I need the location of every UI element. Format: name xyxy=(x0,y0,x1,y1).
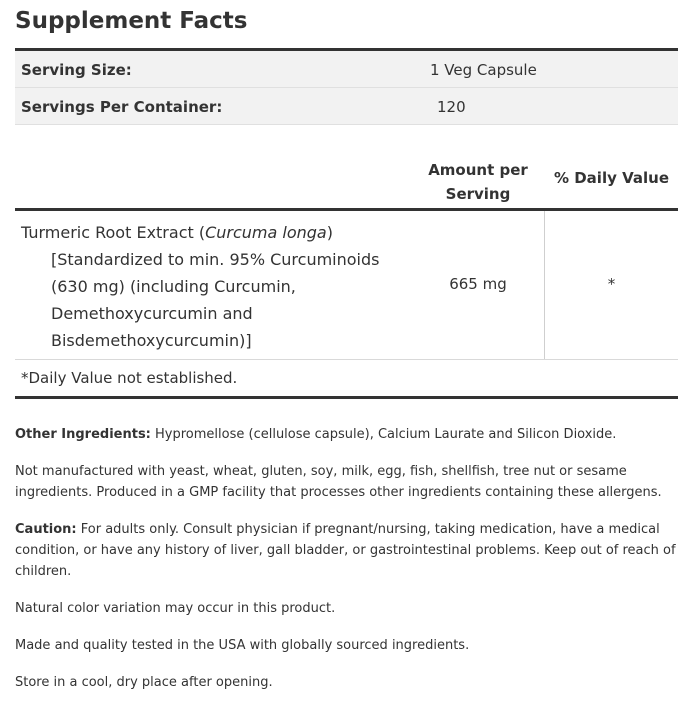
daily-value-header: % Daily Value xyxy=(553,169,669,187)
other-ingredients-text: Hypromellose (cellulose capsule), Calcium Laurate and Silicon Dioxide. xyxy=(150,427,617,442)
servings-per-container-value: 120 xyxy=(437,98,466,116)
servings-per-container-label: Servings Per Container: xyxy=(21,98,223,116)
other-ingredients-label: Other Ingredients: xyxy=(15,427,151,442)
ingredient-detail: [Standardized to min. 95% Curcuminoids (630 mg) (including Curcumin, Demethoxycurcumin and Bisdemethoxycurcumin)] xyxy=(51,250,380,350)
allergen-statement: Not manufactured with yeast, wheat, gluten, soy, milk, egg, fish, shellfish, tree nut or sesame ingredients. Produced in a GMP facility that processes other ingredients containing these allergens. xyxy=(15,464,662,500)
product-notes xyxy=(15,424,685,709)
ingredient-name-close: ) xyxy=(326,223,333,242)
amount-per-serving-header: Amount per Serving xyxy=(428,161,528,203)
daily-value-footnote xyxy=(15,360,678,396)
other-ingredients xyxy=(15,424,685,445)
serving-size-value: 1 Veg Capsule xyxy=(430,61,537,79)
ingredient-row xyxy=(15,211,678,360)
color-variation-note: Natural color variation may occur in this product. xyxy=(15,601,336,616)
servings-per-container-row xyxy=(15,88,678,125)
footnote-text: *Daily Value not established. xyxy=(21,369,238,387)
serving-size-label: Serving Size: xyxy=(21,61,132,79)
ingredient-latin-name: Curcuma longa xyxy=(205,223,327,242)
ingredient-amount: 665 mg xyxy=(449,275,507,293)
serving-size-row xyxy=(15,51,678,88)
caution-label: Caution: xyxy=(15,522,77,537)
caution-statement xyxy=(15,519,685,582)
ingredient-name xyxy=(21,219,391,354)
table-header xyxy=(15,154,678,208)
caution-text: For adults only. Consult physician if pregnant/nursing, taking medication, have a medical condition, or have any history of liver, gall bladder, or gastrointestinal problems. Keep out of reach of children. xyxy=(15,522,676,579)
ingredient-daily-value: * xyxy=(607,275,616,293)
thick-divider xyxy=(15,396,678,399)
made-in-usa-note: Made and quality tested in the USA with globally sourced ingredients. xyxy=(15,638,470,653)
ingredient-common-name: Turmeric Root Extract ( xyxy=(21,223,206,242)
page-title: Supplement Facts xyxy=(15,8,248,34)
supplement-facts-panel xyxy=(15,48,678,399)
storage-note: Store in a cool, dry place after opening. xyxy=(15,675,273,690)
